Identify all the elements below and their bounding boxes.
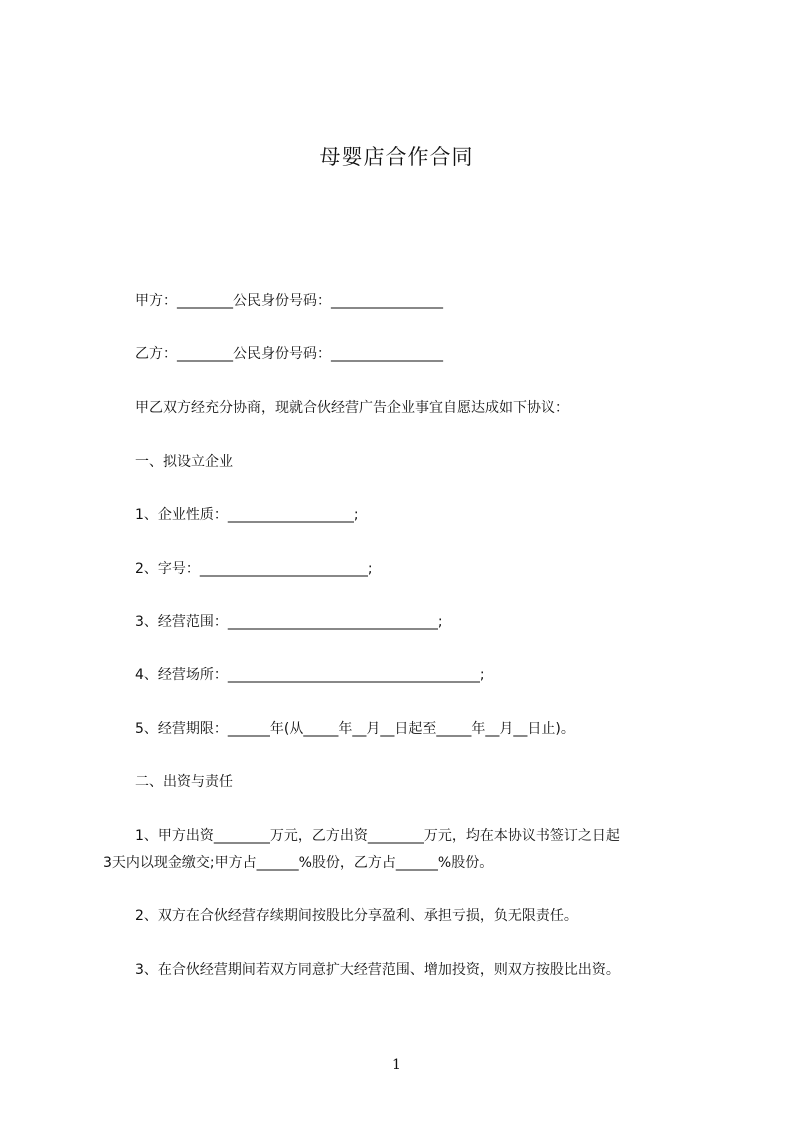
document-title: 母婴店合作合同 (319, 145, 474, 169)
clause-enterprise-nature: 1、企业性质：__________________; (135, 507, 359, 523)
clause-capital-contribution-cont: 3天内以现金缴交;甲方占______%股份，乙方占______%股份。 (103, 855, 494, 871)
agreement-intro: 甲乙双方经充分协商，现就合伙经营广告企业事宜自愿达成如下协议： (135, 400, 569, 416)
party-a-line: 甲方：________公民身份号码：________________ (135, 293, 443, 309)
clause-trade-name: 2、字号：________________________; (135, 561, 373, 577)
clause-expansion-investment: 3、在合伙经营期间若双方同意扩大经营范围、增加投资，则双方按股比出资。 (135, 962, 620, 978)
clause-business-term: 5、经营期限：______年(从_____年__月__日起至_____年__月__日止)。 (135, 721, 575, 737)
party-b-line: 乙方：________公民身份号码：________________ (135, 346, 443, 362)
clause-business-premises: 4、经营场所：____________________________________; (135, 667, 485, 683)
page-number: 1 (392, 1057, 401, 1073)
clause-profit-sharing: 2、双方在合伙经营存续期间按股比分享盈利、承担亏损，负无限责任。 (135, 908, 578, 924)
clause-capital-contribution: 1、甲方出资________万元，乙方出资________万元，均在本协议书签订之日起 (135, 828, 620, 844)
section-heading-capital: 二、出资与责任 (135, 774, 233, 790)
section-heading-enterprise: 一、拟设立企业 (135, 454, 233, 470)
clause-business-scope: 3、经营范围：______________________________; (135, 614, 443, 630)
